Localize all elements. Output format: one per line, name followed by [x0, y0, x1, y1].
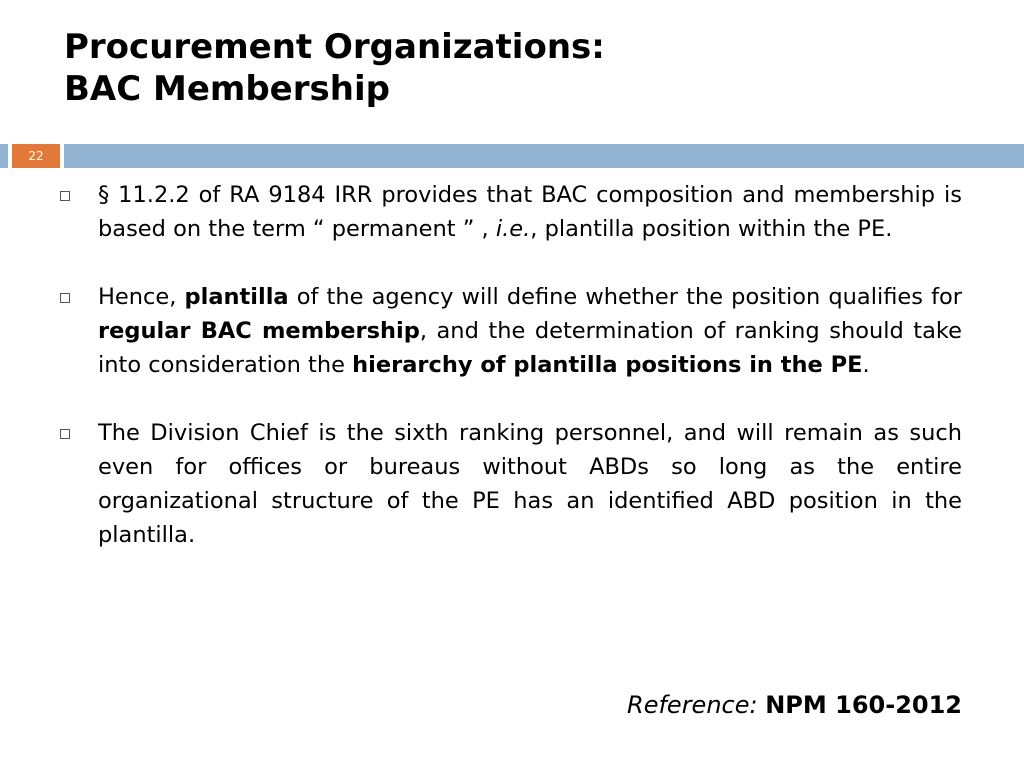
reference-label: Reference:: [627, 691, 758, 719]
bullet-2-bold-1: plantilla: [184, 284, 289, 310]
slide-title-line-1: Procurement Organizations:: [64, 27, 605, 67]
bullet-1-text-1: § 11.2.2 of RA 9184 IRR provides that BAC composition and membership is based on the term “ permanent ” ,: [98, 182, 962, 242]
square-bullet-icon: [60, 293, 70, 303]
bullet-2-bold-2: regular BAC membership: [98, 318, 420, 344]
header-band: [0, 144, 1024, 168]
bullet-item-1: [60, 178, 962, 246]
bullet-3-text-1: The Division Chief is the sixth ranking personnel, and will remain as such even for offices or bureaus without ABDs so long as the entire organizational structure of the PE has an identified ABD position in the plantilla.: [98, 420, 962, 548]
bullet-item-3: [60, 416, 962, 552]
header-band-right: [64, 144, 1024, 168]
bullet-1-text-2: , plantilla position within the PE.: [530, 216, 893, 242]
reference-value: NPM 160-2012: [765, 691, 962, 719]
bullet-1-italic: i.e.: [495, 216, 531, 242]
header-band-left: [0, 144, 8, 168]
slide-title: [64, 26, 964, 110]
square-bullet-icon: [60, 191, 70, 201]
slide-content: [60, 178, 962, 586]
reference-note: [627, 688, 962, 722]
bullet-2-text-4: .: [862, 352, 870, 378]
bullet-2-bold-3: hierarchy of plantilla positions in the PE: [352, 352, 863, 378]
bullet-2-text-2: of the agency will define whether the position qualifies for: [296, 284, 963, 310]
slide-number: 22: [12, 144, 60, 168]
bullet-item-2: [60, 280, 962, 382]
square-bullet-icon: [60, 429, 70, 439]
slide-title-line-2: BAC Membership: [64, 69, 390, 109]
bullet-2-text-3: , and the determination of ranking should take into consideration the: [98, 318, 962, 378]
bullet-2-text-1: Hence,: [98, 284, 177, 310]
